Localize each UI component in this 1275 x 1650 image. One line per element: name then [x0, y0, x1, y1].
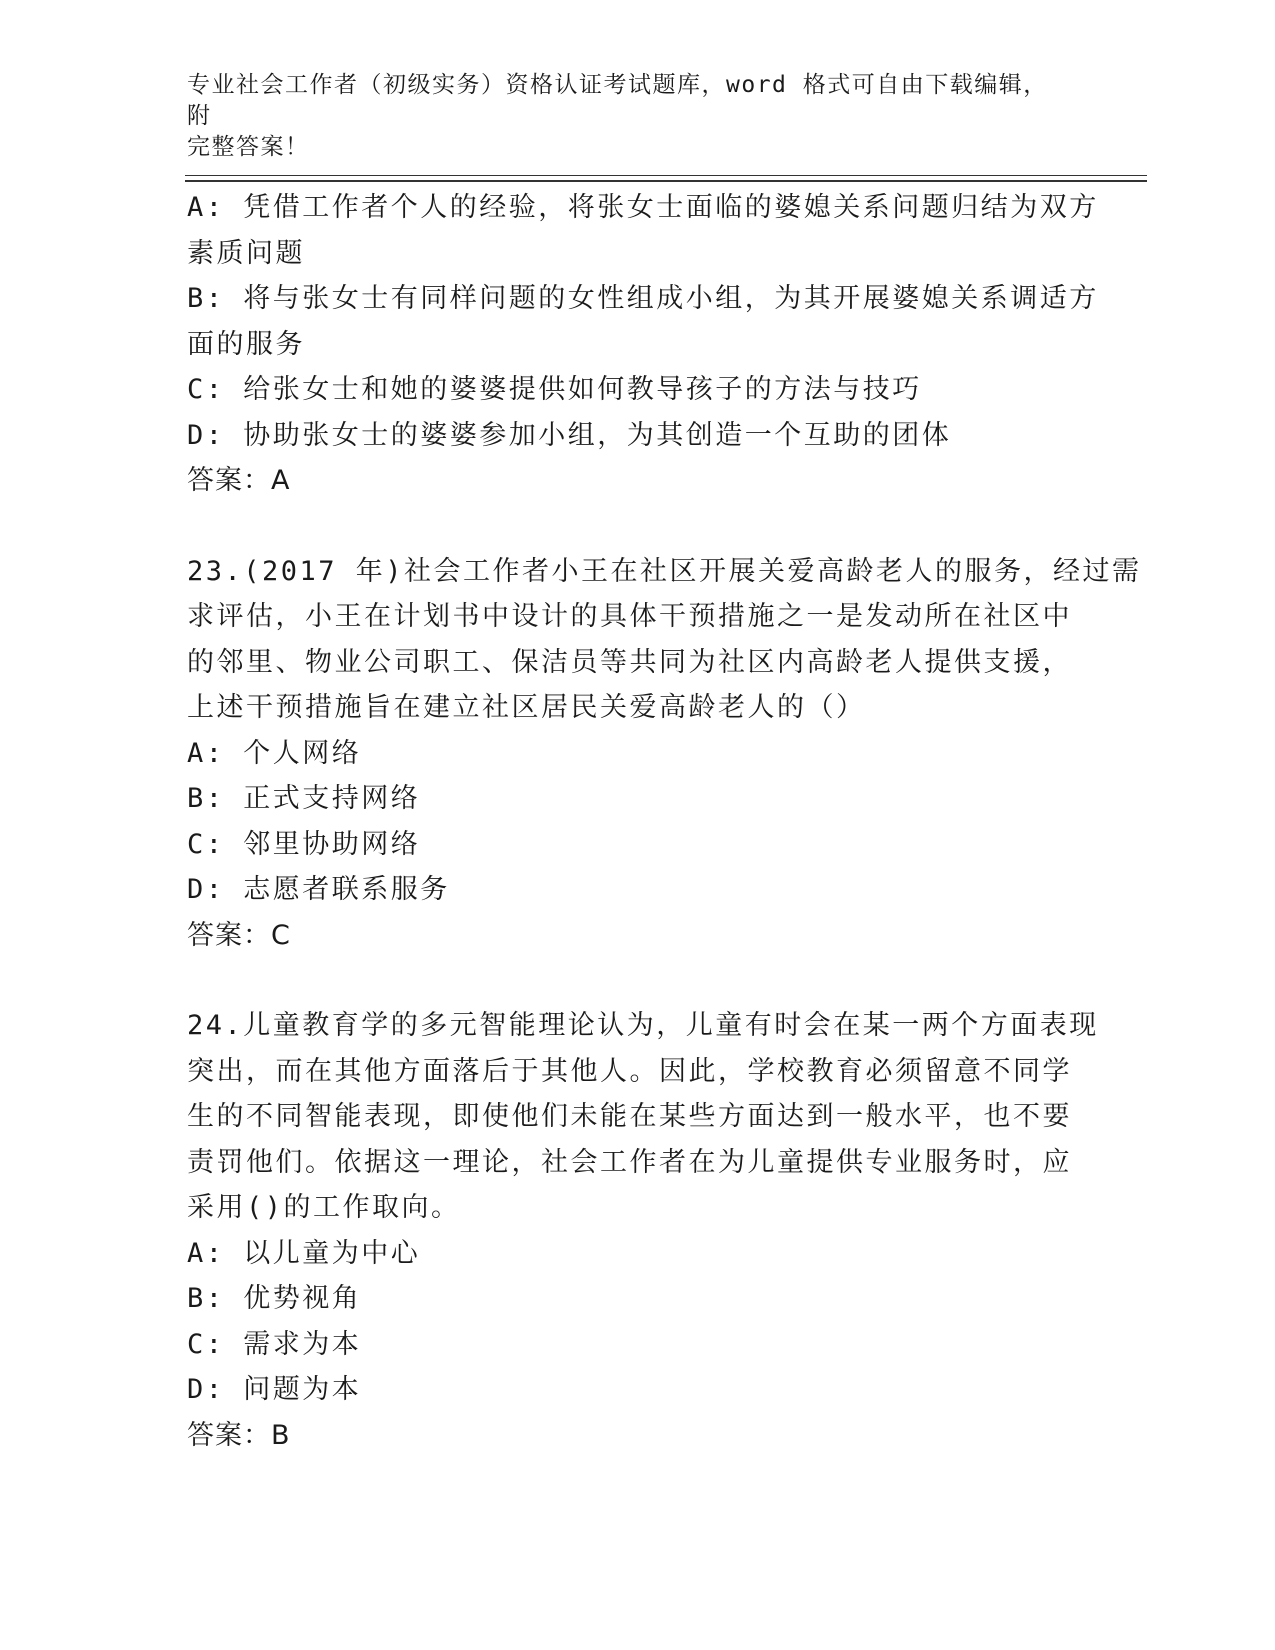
question-stem-line-2: 求评估，小王在计划书中设计的具体干预措施之一是发动所在社区中	[187, 601, 1072, 632]
option-d: D: 协助张女士的婆婆参加小组，为其创造一个互助的团体	[187, 419, 952, 451]
option-c: C: 需求为本	[187, 1328, 362, 1360]
option-b: B: 优势视角	[187, 1283, 362, 1314]
option-c: C: 给张女士和她的婆婆提供如何教导孩子的方法与技巧	[187, 374, 922, 405]
question-stem-line-3: 的邻里、物业公司职工、保洁员等共同为社区内高龄老人提供支援，	[187, 646, 1072, 678]
header-divider-thick	[185, 180, 1147, 182]
spacer	[187, 504, 1087, 549]
option-c: C: 邻里协助网络	[187, 828, 421, 860]
option-d: D: 问题为本	[187, 1374, 362, 1405]
header-line-1: 专业社会工作者（初级实务）资格认证考试题库，word 格式可自由下载编辑，附	[187, 72, 1048, 129]
option-b: B: 正式支持网络	[187, 783, 421, 814]
question-stem-line-4: 责罚他们。依据这一理论，社会工作者在为儿童提供专业服务时，应	[187, 1146, 1072, 1178]
option-b-line-1: B: 将与张女士有同样问题的女性组成小组，为其开展婆媳关系调适方	[187, 283, 1099, 314]
answer: 答案：B	[187, 1419, 291, 1451]
question-stem-line-2: 突出，而在其他方面落后于其他人。因此，学校教育必须留意不同学	[187, 1055, 1072, 1087]
option-a: A: 个人网络	[187, 737, 362, 769]
question-stem-line-1: 23.(2017 年)社会工作者小王在社区开展关爱高龄老人的服务，经过需	[187, 555, 1142, 587]
option-a-line-2: 素质问题	[187, 237, 305, 269]
option-d: D: 志愿者联系服务	[187, 874, 450, 905]
document-header	[187, 70, 1067, 163]
option-a-line-1: A: 凭借工作者个人的经验，将张女士面临的婆媳关系问题归结为双方	[187, 192, 1099, 223]
question-content	[187, 185, 1142, 1458]
spacer	[187, 958, 1087, 1003]
question-24	[187, 1003, 1099, 1458]
answer: 答案：C	[187, 919, 291, 951]
answer: 答案：A	[187, 465, 291, 496]
option-a: A: 以儿童为中心	[187, 1237, 421, 1269]
question-stem-line-4: 上述干预措施旨在建立社区居民关爱高龄老人的（）	[187, 692, 866, 723]
header-line-2: 完整答案！	[187, 134, 310, 160]
question-stem-line-5: 采用()的工作取向。	[187, 1192, 461, 1223]
header-divider-thin	[185, 175, 1147, 176]
option-b-line-2: 面的服务	[187, 328, 305, 360]
question-22-options	[187, 185, 1099, 504]
question-23	[187, 549, 1142, 959]
question-stem-line-1: 24.儿童教育学的多元智能理论认为，儿童有时会在某一两个方面表现	[187, 1010, 1099, 1041]
question-stem-line-3: 生的不同智能表现，即使他们未能在某些方面达到一般水平，也不要	[187, 1101, 1072, 1132]
